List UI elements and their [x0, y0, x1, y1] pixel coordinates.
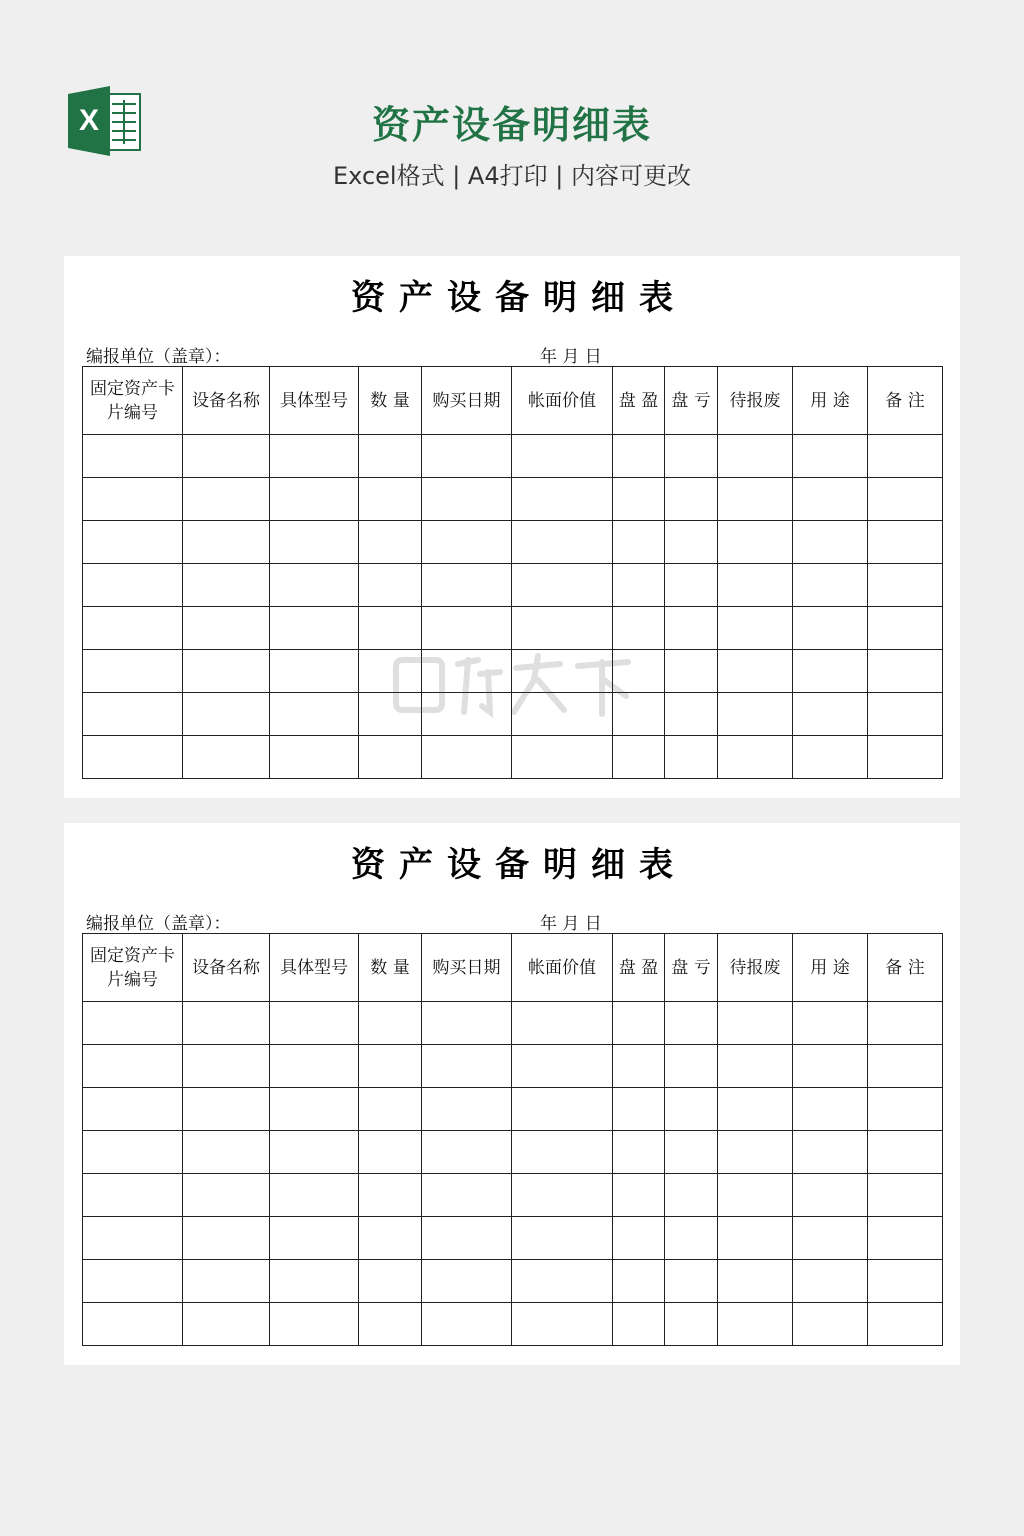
table-cell[interactable] — [359, 607, 422, 650]
column-header: 盘 盈 — [613, 934, 665, 1002]
table-cell[interactable] — [83, 435, 183, 478]
table-cell[interactable] — [512, 435, 613, 478]
table-cell[interactable] — [718, 521, 793, 564]
table-cell[interactable] — [512, 607, 613, 650]
table-cell[interactable] — [665, 693, 718, 736]
table-cell[interactable] — [422, 435, 512, 478]
table-cell[interactable] — [718, 693, 793, 736]
table-cell[interactable] — [359, 521, 422, 564]
table-cell[interactable] — [868, 521, 943, 564]
table-cell[interactable] — [270, 1002, 359, 1045]
table-cell[interactable] — [613, 650, 665, 693]
table-cell[interactable] — [613, 736, 665, 779]
table-cell[interactable] — [718, 564, 793, 607]
table-cell[interactable] — [359, 1174, 422, 1217]
table-cell[interactable] — [83, 1045, 183, 1088]
table-cell[interactable] — [718, 1002, 793, 1045]
table-cell[interactable] — [868, 607, 943, 650]
table-cell[interactable] — [183, 521, 270, 564]
table-cell[interactable] — [83, 521, 183, 564]
column-header: 备 注 — [868, 367, 943, 435]
table-cell[interactable] — [793, 736, 868, 779]
table-cell[interactable] — [793, 1260, 868, 1303]
table-cell[interactable] — [868, 1045, 943, 1088]
table-cell[interactable] — [512, 564, 613, 607]
table-cell[interactable] — [718, 435, 793, 478]
table-cell[interactable] — [83, 607, 183, 650]
table-cell[interactable] — [512, 1045, 613, 1088]
table-cell[interactable] — [183, 650, 270, 693]
table-cell[interactable] — [359, 478, 422, 521]
table-row — [83, 1045, 943, 1088]
column-header: 具体型号 — [270, 367, 359, 435]
table-cell[interactable] — [512, 650, 613, 693]
column-header: 盘 亏 — [665, 367, 718, 435]
table-row — [83, 1088, 943, 1131]
table-cell[interactable] — [270, 521, 359, 564]
column-header: 设备名称 — [183, 934, 270, 1002]
table-cell[interactable] — [613, 1131, 665, 1174]
table-row — [83, 435, 943, 478]
table-cell[interactable] — [512, 1088, 613, 1131]
date-label: 年 月 日 — [540, 347, 602, 367]
table-cell[interactable] — [183, 1088, 270, 1131]
table-cell[interactable] — [868, 736, 943, 779]
table-cell[interactable] — [793, 1131, 868, 1174]
table-row — [83, 1217, 943, 1260]
column-header: 盘 亏 — [665, 934, 718, 1002]
table-cell[interactable] — [422, 1174, 512, 1217]
table-cell[interactable] — [359, 1088, 422, 1131]
column-header: 购买日期 — [422, 934, 512, 1002]
table-cell[interactable] — [512, 1260, 613, 1303]
table-cell[interactable] — [422, 736, 512, 779]
table-cell[interactable] — [613, 607, 665, 650]
table-cell[interactable] — [422, 607, 512, 650]
sheet-preview-2 — [64, 823, 960, 1365]
table-cell[interactable] — [270, 607, 359, 650]
table-cell[interactable] — [665, 435, 718, 478]
table-cell[interactable] — [183, 1002, 270, 1045]
table-cell[interactable] — [793, 521, 868, 564]
table-cell[interactable] — [613, 1174, 665, 1217]
asset-table — [82, 933, 943, 1346]
table-cell[interactable] — [270, 478, 359, 521]
table-cell[interactable] — [183, 1174, 270, 1217]
table-cell[interactable] — [718, 650, 793, 693]
table-header-row — [83, 367, 943, 435]
table-cell[interactable] — [793, 650, 868, 693]
table-cell[interactable] — [422, 1088, 512, 1131]
table-cell[interactable] — [868, 435, 943, 478]
table-cell[interactable] — [83, 478, 183, 521]
table-row — [83, 478, 943, 521]
table-cell[interactable] — [270, 1217, 359, 1260]
table-cell[interactable] — [793, 693, 868, 736]
date-label: 年 月 日 — [540, 914, 602, 934]
table-cell[interactable] — [868, 1303, 943, 1346]
table-cell[interactable] — [359, 1303, 422, 1346]
table-cell[interactable] — [793, 1303, 868, 1346]
column-header: 设备名称 — [183, 367, 270, 435]
table-cell[interactable] — [868, 693, 943, 736]
table-cell[interactable] — [359, 1217, 422, 1260]
table-cell[interactable] — [359, 650, 422, 693]
table-cell[interactable] — [793, 435, 868, 478]
table-cell[interactable] — [422, 1303, 512, 1346]
table-cell[interactable] — [613, 1045, 665, 1088]
table-cell[interactable] — [718, 478, 793, 521]
table-cell[interactable] — [665, 736, 718, 779]
table-cell[interactable] — [665, 1260, 718, 1303]
table-cell[interactable] — [613, 521, 665, 564]
column-header: 固定资产卡片编号 — [83, 934, 183, 1002]
table-cell[interactable] — [665, 1174, 718, 1217]
table-cell[interactable] — [718, 607, 793, 650]
sheet-preview-1 — [64, 256, 960, 798]
table-cell[interactable] — [422, 521, 512, 564]
table-cell[interactable] — [83, 1088, 183, 1131]
table-cell[interactable] — [359, 1260, 422, 1303]
table-cell[interactable] — [270, 435, 359, 478]
table-cell[interactable] — [868, 564, 943, 607]
table-row — [83, 607, 943, 650]
table-cell[interactable] — [665, 607, 718, 650]
table-cell[interactable] — [270, 1088, 359, 1131]
table-cell[interactable] — [512, 693, 613, 736]
sheet-title: 资产设备明细表 — [351, 845, 687, 885]
table-cell[interactable] — [665, 1002, 718, 1045]
table-cell[interactable] — [183, 1131, 270, 1174]
column-header: 待报废 — [718, 934, 793, 1002]
table-cell[interactable] — [665, 1217, 718, 1260]
table-cell[interactable] — [512, 1303, 613, 1346]
table-cell[interactable] — [270, 1131, 359, 1174]
table-cell[interactable] — [718, 1303, 793, 1346]
table-cell[interactable] — [83, 736, 183, 779]
unit-label: 编报单位（盖章）： — [86, 914, 231, 934]
table-cell[interactable] — [422, 1260, 512, 1303]
table-cell[interactable] — [183, 607, 270, 650]
table-cell[interactable] — [718, 1217, 793, 1260]
table-cell[interactable] — [512, 1002, 613, 1045]
table-cell[interactable] — [183, 1045, 270, 1088]
column-header: 待报废 — [718, 367, 793, 435]
table-cell[interactable] — [613, 1088, 665, 1131]
table-cell[interactable] — [422, 1002, 512, 1045]
table-cell[interactable] — [359, 1002, 422, 1045]
table-row — [83, 564, 943, 607]
table-cell[interactable] — [83, 1303, 183, 1346]
unit-label: 编报单位（盖章）： — [86, 347, 231, 367]
table-row — [83, 521, 943, 564]
column-header: 帐面价值 — [512, 367, 613, 435]
table-cell[interactable] — [183, 1260, 270, 1303]
table-cell[interactable] — [793, 478, 868, 521]
table-cell[interactable] — [665, 1045, 718, 1088]
table-cell[interactable] — [183, 478, 270, 521]
table-cell[interactable] — [183, 435, 270, 478]
table-cell[interactable] — [512, 736, 613, 779]
table-cell[interactable] — [512, 478, 613, 521]
table-cell[interactable] — [422, 1045, 512, 1088]
sheet-title: 资产设备明细表 — [351, 278, 687, 318]
table-cell[interactable] — [868, 1174, 943, 1217]
table-cell[interactable] — [83, 1174, 183, 1217]
table-cell[interactable] — [718, 1174, 793, 1217]
page-subtitle: Excel格式 | A4打印 | 内容可更改 — [333, 162, 691, 190]
table-cell[interactable] — [868, 650, 943, 693]
table-cell[interactable] — [270, 736, 359, 779]
table-row — [83, 1002, 943, 1045]
excel-logo-letter: X — [78, 104, 100, 137]
table-cell[interactable] — [868, 1131, 943, 1174]
table-cell[interactable] — [613, 1303, 665, 1346]
table-cell[interactable] — [422, 564, 512, 607]
table-cell[interactable] — [793, 1045, 868, 1088]
table-cell[interactable] — [83, 1131, 183, 1174]
table-row — [83, 1303, 943, 1346]
table-cell[interactable] — [83, 1260, 183, 1303]
table-cell[interactable] — [183, 1303, 270, 1346]
table-row — [83, 650, 943, 693]
column-header: 数 量 — [359, 367, 422, 435]
table-cell[interactable] — [270, 1045, 359, 1088]
table-cell[interactable] — [183, 564, 270, 607]
table-cell[interactable] — [665, 1303, 718, 1346]
column-header: 购买日期 — [422, 367, 512, 435]
column-header: 帐面价值 — [512, 934, 613, 1002]
table-cell[interactable] — [359, 564, 422, 607]
column-header: 固定资产卡片编号 — [83, 367, 183, 435]
table-cell[interactable] — [422, 1217, 512, 1260]
table-cell[interactable] — [359, 736, 422, 779]
table-cell[interactable] — [359, 435, 422, 478]
table-cell[interactable] — [718, 1088, 793, 1131]
table-cell[interactable] — [793, 1217, 868, 1260]
table-cell[interactable] — [270, 564, 359, 607]
table-cell[interactable] — [613, 435, 665, 478]
table-cell[interactable] — [868, 478, 943, 521]
table-row — [83, 736, 943, 779]
table-cell[interactable] — [718, 1131, 793, 1174]
column-header: 具体型号 — [270, 934, 359, 1002]
table-row — [83, 1131, 943, 1174]
table-cell[interactable] — [83, 1217, 183, 1260]
table-cell[interactable] — [422, 478, 512, 521]
table-cell[interactable] — [665, 1131, 718, 1174]
table-cell[interactable] — [183, 693, 270, 736]
table-row — [83, 693, 943, 736]
table-cell[interactable] — [183, 736, 270, 779]
table-cell[interactable] — [183, 1217, 270, 1260]
table-cell[interactable] — [665, 521, 718, 564]
table-cell[interactable] — [359, 1045, 422, 1088]
table-cell[interactable] — [793, 1002, 868, 1045]
table-cell[interactable] — [270, 693, 359, 736]
table-cell[interactable] — [512, 1131, 613, 1174]
table-cell[interactable] — [359, 693, 422, 736]
table-cell[interactable] — [665, 1088, 718, 1131]
column-header: 备 注 — [868, 934, 943, 1002]
column-header: 用 途 — [793, 367, 868, 435]
column-header: 用 途 — [793, 934, 868, 1002]
column-header: 盘 盈 — [613, 367, 665, 435]
table-cell[interactable] — [83, 650, 183, 693]
table-cell[interactable] — [512, 1217, 613, 1260]
page-title: 资产设备明细表 — [371, 103, 652, 147]
table-cell[interactable] — [422, 1131, 512, 1174]
table-cell[interactable] — [613, 564, 665, 607]
table-cell[interactable] — [613, 478, 665, 521]
table-cell[interactable] — [718, 1045, 793, 1088]
table-cell[interactable] — [793, 1174, 868, 1217]
table-cell[interactable] — [793, 1088, 868, 1131]
table-cell[interactable] — [270, 1260, 359, 1303]
table-cell[interactable] — [613, 1260, 665, 1303]
table-cell[interactable] — [83, 1002, 183, 1045]
table-cell[interactable] — [270, 650, 359, 693]
table-cell[interactable] — [270, 1174, 359, 1217]
table-cell[interactable] — [868, 1002, 943, 1045]
table-cell[interactable] — [665, 478, 718, 521]
table-cell[interactable] — [868, 1217, 943, 1260]
table-cell[interactable] — [422, 693, 512, 736]
table-cell[interactable] — [793, 607, 868, 650]
table-row — [83, 1260, 943, 1303]
table-cell[interactable] — [613, 1002, 665, 1045]
column-header: 数 量 — [359, 934, 422, 1002]
table-cell[interactable] — [718, 1260, 793, 1303]
table-row — [83, 1174, 943, 1217]
table-cell[interactable] — [83, 564, 183, 607]
table-cell[interactable] — [83, 693, 183, 736]
table-cell[interactable] — [613, 1217, 665, 1260]
table-cell[interactable] — [868, 1260, 943, 1303]
table-header-row — [83, 934, 943, 1002]
table-cell[interactable] — [422, 650, 512, 693]
asset-table — [82, 366, 943, 779]
table-cell[interactable] — [868, 1088, 943, 1131]
table-cell[interactable] — [793, 564, 868, 607]
table-cell[interactable] — [718, 736, 793, 779]
table-cell[interactable] — [270, 1303, 359, 1346]
table-cell[interactable] — [359, 1131, 422, 1174]
table-cell[interactable] — [665, 650, 718, 693]
table-cell[interactable] — [665, 564, 718, 607]
table-cell[interactable] — [613, 693, 665, 736]
table-cell[interactable] — [512, 1174, 613, 1217]
table-cell[interactable] — [512, 521, 613, 564]
